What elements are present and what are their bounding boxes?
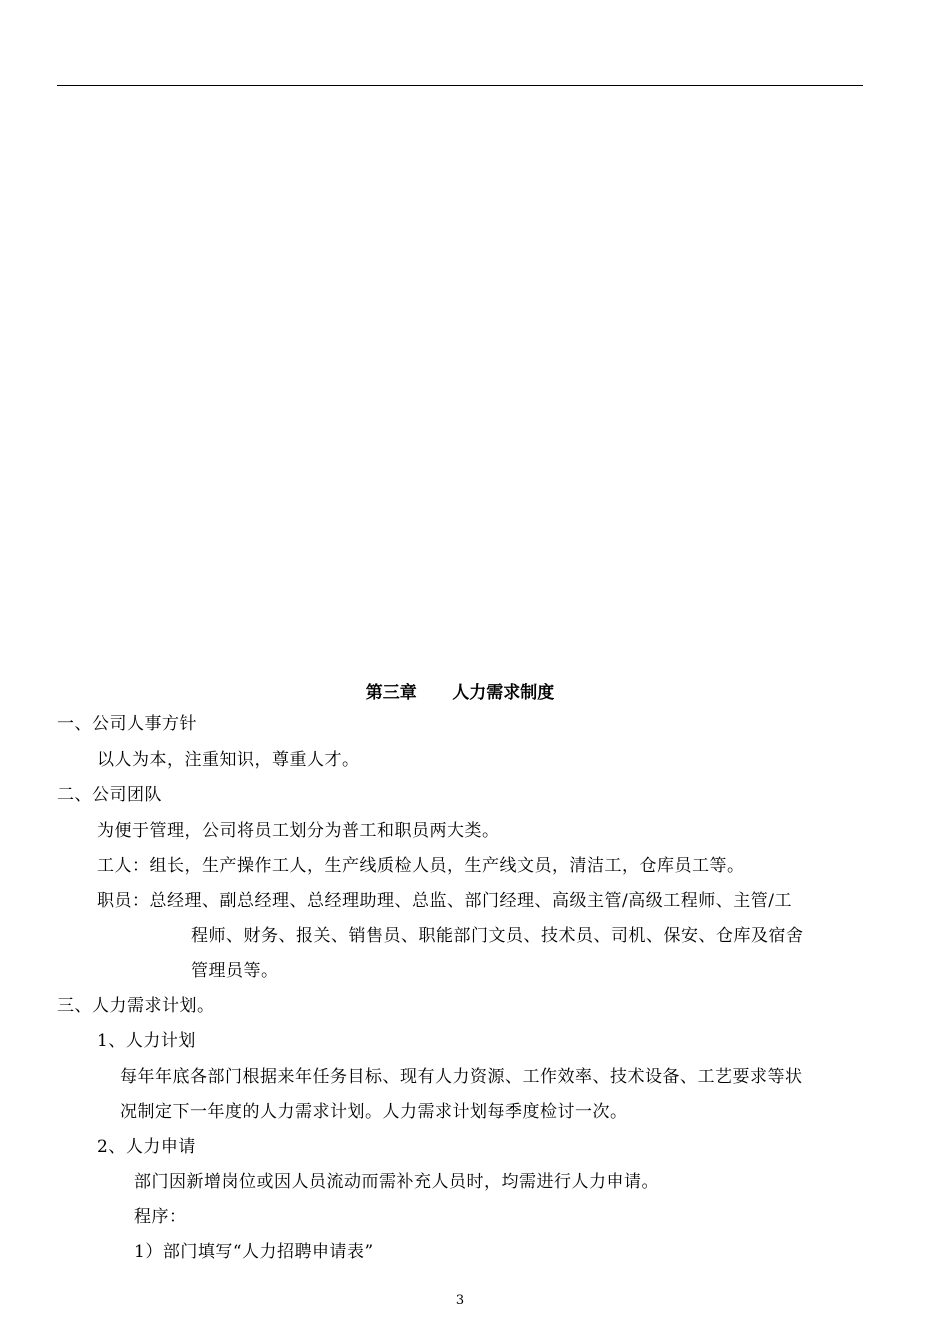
section-body-company-team: 为便于管理，公司将员工划分为普工和职员两大类。 [97,821,500,841]
section-heading-personnel-policy: 一、公司人事方针 [57,714,197,734]
section-body-personnel-policy: 以人为本，注重知识，尊重人才。 [97,750,360,770]
paragraph-staff-line-2: 程师、财务、报关、销售员、职能部门文员、技术员、司机、保安、仓库及宿舍 [191,926,804,946]
chapter-title: 第三章 人力需求制度 [365,683,555,703]
paragraph-request-body: 部门因新增岗位或因人员流动而需补充人员时，均需进行人力申请。 [134,1172,659,1192]
section-heading-company-team: 二、公司团队 [57,785,162,805]
subsection-heading-manpower-request: 2、人力申请 [97,1137,196,1157]
paragraph-staff-line-1: 职员：总经理、副总经理、总经理助理、总监、部门经理、高级主管/高级工程师、主管/工 [97,891,792,911]
procedure-label: 程序： [134,1207,187,1227]
paragraph-planning-line-2: 况制定下一年度的人力需求计划。人力需求计划每季度检讨一次。 [120,1102,628,1122]
page-number: 3 [455,1293,465,1308]
paragraph-staff-line-3: 管理员等。 [191,961,279,981]
header-rule [57,85,863,86]
procedure-step-1: 1）部门填写“人力招聘申请表” [134,1242,374,1262]
section-heading-manpower-plan: 三、人力需求计划。 [57,996,215,1016]
paragraph-workers: 工人：组长，生产操作工人，生产线质检人员，生产线文员，清洁工，仓库员工等。 [97,856,745,876]
paragraph-planning-line-1: 每年年底各部门根据来年任务目标、现有人力资源、工作效率、技术设备、工艺要求等状 [120,1067,803,1087]
subsection-heading-manpower-planning: 1、人力计划 [97,1031,196,1051]
